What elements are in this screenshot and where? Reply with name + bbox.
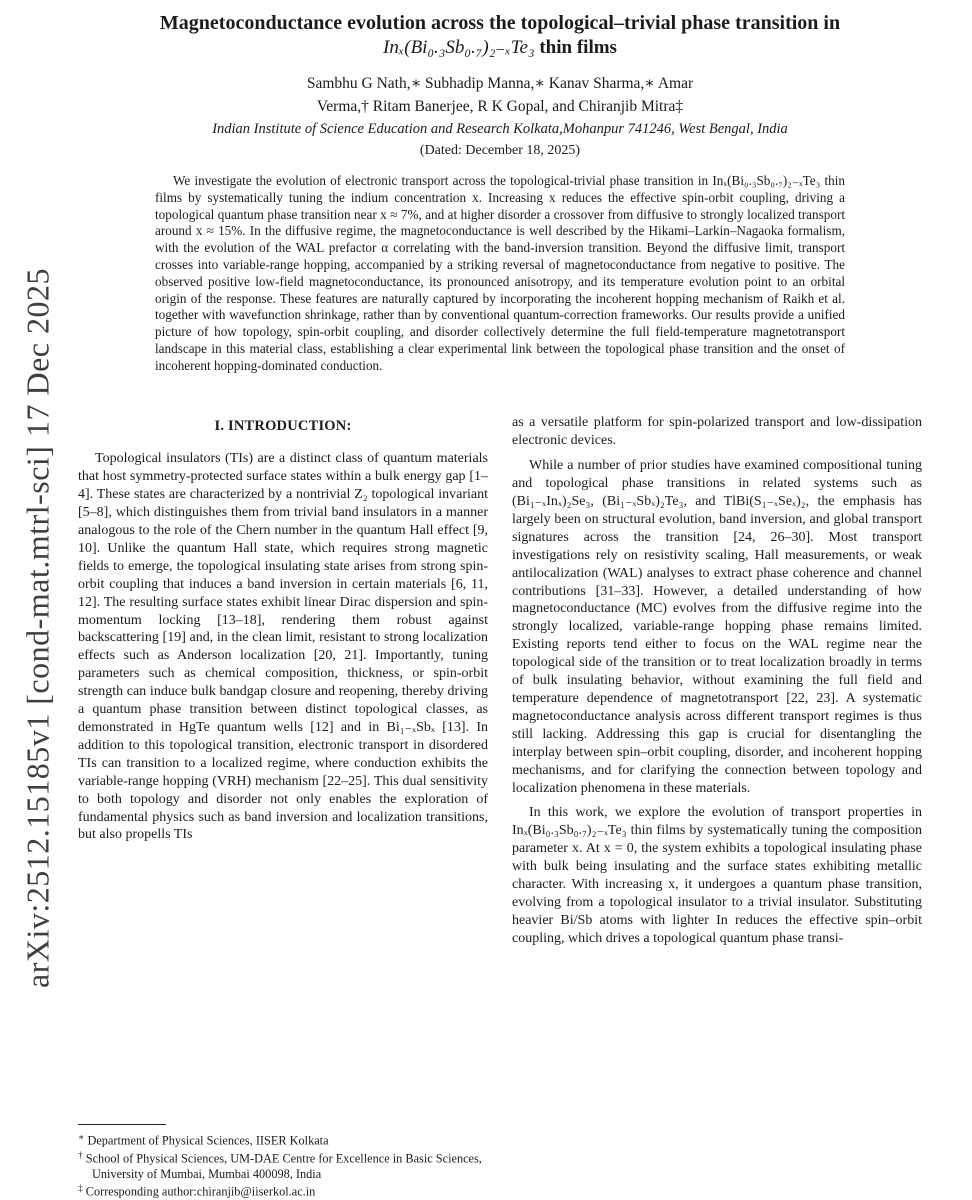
right-paragraph-1: as a versatile platform for spin-polarized transport and low-dissipation electronic devices. <box>512 415 922 449</box>
left-column <box>78 414 488 1200</box>
footnote-text-1: Department of Physical Sciences, IISER Kolkata <box>87 1133 329 1148</box>
title-suffix: thin films <box>534 37 617 58</box>
authors-line-2: Verma,† Ritam Banerjee, R K Gopal, and Chiranjib Mitra‡ <box>316 97 684 115</box>
intro-paragraph-1: Topological insulators (TIs) are a distinct class of quantum materials that host symmetry-protected surface states within a bulk energy gap [1–4]. These states are characterized by a nontrivial Z₂ topological invariant [5–8], which distinguishes them from trivial band insulators in a manner analogous to the role of the Chern number in the quantum Hall effect [9, 10]. Unlike the quantum Hall state, which requires strong magnetic fields to emerge, the topological insulating state arises from strong spin-orbit coupling that induces a band inversion in certain materials [6, 11, 12]. The resulting surface states exhibit linear Dirac dispersion and spin-momentum locking [13–18], rendering them robust against backscattering [19] and, in the clean limit, resistant to strong localization effects such as Anderson localization [20, 21]. Importantly, tuning parameters such as chemical composition, thickness, or spin-orbit strength can induce bulk bandgap closure and reopening, thereby driving a quantum phase transition between distinct topological classes, as demonstrated in HgTe quantum wells [12] and in Bi₁₋ₓSbₓ [13]. In addition to this topological transition, electronic transport in disordered TIs can transition to a localized regime, where conduction exhibits the variable-range hopping (VRH) mechanism [22–25]. This dual sensitivity to both topology and disorder not only enables the exploration of fundamental physics such as band inversion and localization transitions, but also propells TIs <box>78 451 488 843</box>
right-paragraph-3: In this work, we explore the evolution of transport properties in Inₓ(Bi₀.₃Sb₀.₇)₂₋ₓTe₃ thin films by systematically tuning the composition parameter x. At x = 0, the system exhibits a topological insulating phase with bulk being insulating and the surface states exhibiting metallic character. With increasing x, it undergoes a quantum phase transition, evolving from a topological insulator to a trivial insulator. Substituting heavier Bi/Sb atoms with lighter In reduces the effective spin–orbit coupling, which drives a topological quantum phase transi- <box>512 805 922 946</box>
right-paragraph-2: While a number of prior studies have examined compositional tuning and topological phase transitions in related systems such as (Bi₁₋ₓInₓ)₂Se₃, (Bi₁₋ₓSbₓ)₂Te₃, and TlBi(S₁₋ₓSeₓ)₂, the emphasis has largely been on structural evolution, band inversion, and global transport signatures across the transition [24, 26–30]. Most transport investigations rely on resistivity scaling, Hall measurements, or weak antilocalization (WAL) analyses to extract phase coherence and channel contributions [31–33]. However, a detailed understanding of how magnetoconductance (MC) evolves from the diffusive regime into the strongly localized, variable-range hopping phase remains limited. Existing reports tend either to focus on the WAL regime near the topological side of the transition or to treat localization broadly in terms of bulk insulating behavior, without examining the full field and temperature dependence of magnetotransport [22, 23]. A systematic magnetoconductance analysis across different transport regimes is thus still lacking. Addressing this gap is crucial for disentangling the interplay between spin–orbit coupling, disorder, and incoherent hopping mechanisms, and for clarifying the connection between topology and localization phenomena in these materials. <box>512 458 922 796</box>
right-column <box>512 414 922 1200</box>
arxiv-watermark: arXiv:2512.15185v1 [cond-mat.mtrl-sci] 17 Dec 2025 <box>19 268 56 988</box>
footnote-rule <box>78 1124 166 1125</box>
footnote-corresponding-author <box>78 1183 502 1200</box>
title-chemical-formula: Inₓ(Bi₀.₃Sb₀.₇)₂₋ₓTe₃ <box>383 37 535 58</box>
authors-block <box>78 72 922 119</box>
footnote-text-3: Corresponding author:chiranjib@iiserkol.ac.in <box>85 1184 316 1199</box>
footnote-affiliation-2 <box>78 1150 502 1183</box>
footnotes-block <box>78 1116 502 1200</box>
page-content <box>78 0 922 1200</box>
abstract: We investigate the evolution of electronic transport across the topological-trivial phase transition in Inₓ(Bi₀.₃Sb₀.₇)₂₋ₓTe₃ thin films by systematically tuning the indium concentration x. Increasing x reduces the effective spin-orbit coupling, driving a topological quantum phase transition near x ≈ 7%, and at higher disorder a crossover from diffusive to strongly localized transport around x ≈ 15%. In the diffusive regime, the magnetoconductance is well described by the Hikami–Larkin–Nagaoka formalism, with the evolution of the WAL prefactor α correlating with the band-inversion transition. Beyond the diffusive limit, transport crosses into variable-range hopping, accompanied by a striking reversal of magnetoconductance from negative to positive. The observed positive low-field magnetoconductance, its pronounced anisotropy, and its temperature evolution point to an orbital origin of the response. These features are naturally captured by incorporating the incoherent hopping mechanism of Raikh et al. together with wavefunction shrinkage, rather than by conventional quantum-correction frameworks. Our results provide a unified picture of how topology, spin-orbit coupling, and disorder collectively determine the full field-temperature magnetotransport landscape in this material class, establishing a clear experimental link between the topological phase transition and the onset of incoherent hopping-dominated conduction. <box>155 173 845 373</box>
date-line: (Dated: December 18, 2025) <box>419 143 581 159</box>
section-heading-introduction: I. INTRODUCTION: <box>214 418 352 435</box>
footnote-affiliation-1 <box>78 1132 502 1149</box>
paper-title-line1: Magnetoconductance evolution across the topological–trivial phase transition in <box>159 12 841 34</box>
authors-line-1: Sambhu G Nath,∗ Subhadip Manna,∗ Kanav Sharma,∗ Amar <box>306 74 694 92</box>
paper-title-line2 <box>78 36 922 61</box>
two-column-body <box>78 414 922 1200</box>
affiliation: Indian Institute of Science Education and Research Kolkata,Mohanpur 741246, West Bengal, India <box>212 121 788 138</box>
footnote-marker-dagger: † <box>78 1150 83 1161</box>
footnote-marker-asterisk: ∗ <box>78 1133 85 1144</box>
footnote-marker-double-dagger: ‡ <box>78 1183 83 1194</box>
footnote-text-2: School of Physical Sciences, UM-DAE Centre for Excellence in Basic Sciences, University of Mumbai, Mumbai 400098, India <box>85 1150 482 1181</box>
